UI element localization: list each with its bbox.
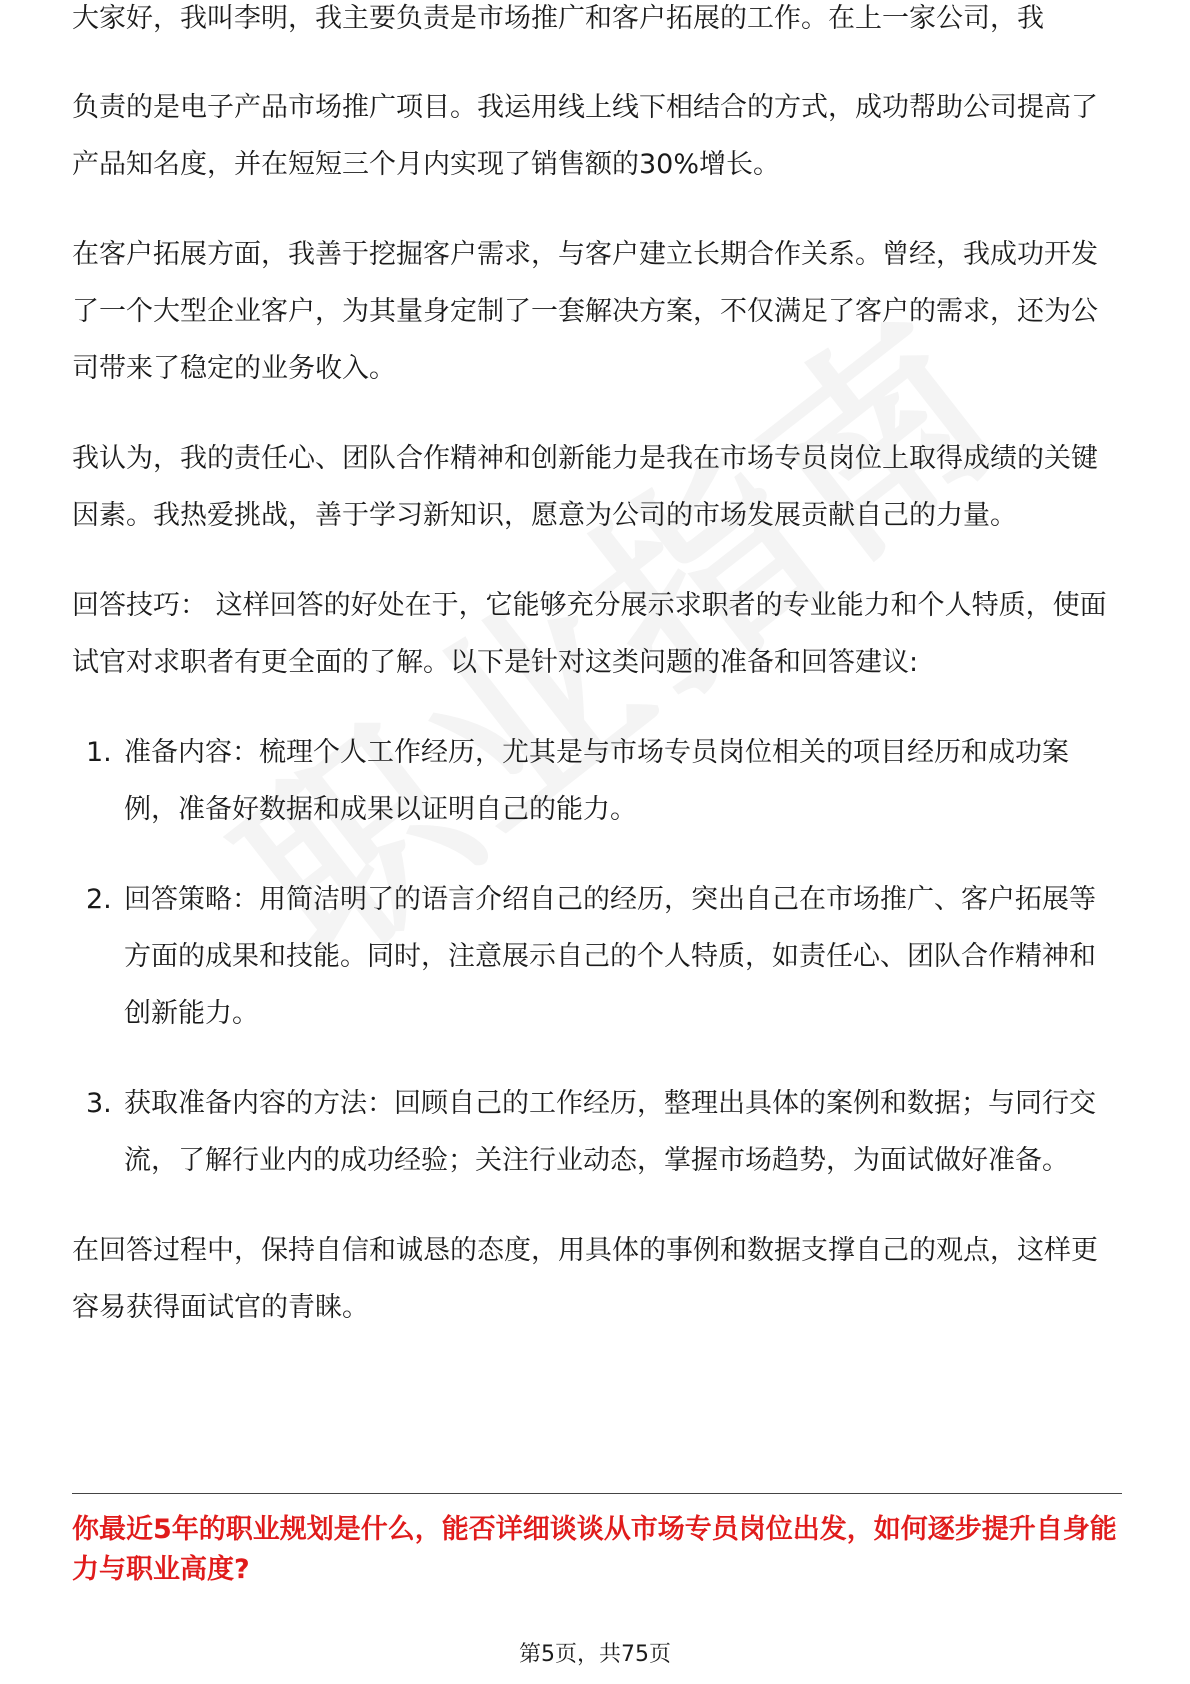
list-item-number: 1. (86, 737, 112, 768)
paragraph-key-factors: 我认为，我的责任心、团队合作精神和创新能力是我在市场专员岗位上取得成绩的关键因素。我热爱挑战，善于学习新知识，愿意为公司的市场发展贡献自己的力量。 (72, 443, 1098, 531)
advice-list (72, 724, 1122, 1189)
paragraph-answer-tips: 回答技巧： 这样回答的好处在于，它能够充分展示求职者的专业能力和个人特质，使面试官对求职者有更全面的了解。以下是针对这类问题的准备和回答建议: (72, 590, 1107, 678)
paragraph-client-expansion: 在客户拓展方面，我善于挖掘客户需求，与客户建立长期合作关系。曾经，我成功开发了一个大型企业客户，为其量身定制了一套解决方案，不仅满足了客户的需求，还为公司带来了稳定的业务收入。 (72, 239, 1098, 384)
next-question-heading: 你最近5年的职业规划是什么，能否详细谈谈从市场专员岗位出发，如何逐步提升自身能力与职业高度? (72, 1514, 1117, 1585)
paragraph-product-promotion: 负责的是电子产品市场推广项目。我运用线上线下相结合的方式，成功帮助公司提高了产品知名度，并在短短三个月内实现了销售额的30%增长。 (72, 92, 1098, 180)
list-item-number: 3. (86, 1088, 112, 1119)
page-number: 第5页，共75页 (519, 1642, 671, 1667)
list-item-text: 获取准备内容的方法：回顾自己的工作经历，整理出具体的案例和数据；与同行交流，了解行业内的成功经验；关注行业动态，掌握市场趋势，为面试做好准备。 (124, 1088, 1096, 1176)
list-item-number: 2. (86, 884, 112, 915)
section-divider (72, 1493, 1122, 1494)
list-item (72, 871, 1122, 1042)
list-item-text: 回答策略：用简洁明了的语言介绍自己的经历，突出自己在市场推广、客户拓展等方面的成果和技能。同时，注意展示自己的个人特质，如责任心、团队合作精神和创新能力。 (124, 884, 1096, 1029)
top-fragment-text: 大家好，我叫李明，我主要负责是市场推广和客户拓展的工作。在上一家公司，我 (72, 3, 1044, 34)
main-content (72, 3, 1122, 1336)
paragraph-closing: 在回答过程中，保持自信和诚恳的态度，用具体的事例和数据支撑自己的观点，这样更容易获得面试官的青睐。 (72, 1235, 1098, 1323)
top-fragment-line (72, 3, 1122, 79)
list-item-text: 准备内容：梳理个人工作经历，尤其是与市场专员岗位相关的项目经历和成功案例，准备好数据和成果以证明自己的能力。 (124, 737, 1069, 825)
list-item (72, 724, 1122, 838)
list-item (72, 1075, 1122, 1189)
